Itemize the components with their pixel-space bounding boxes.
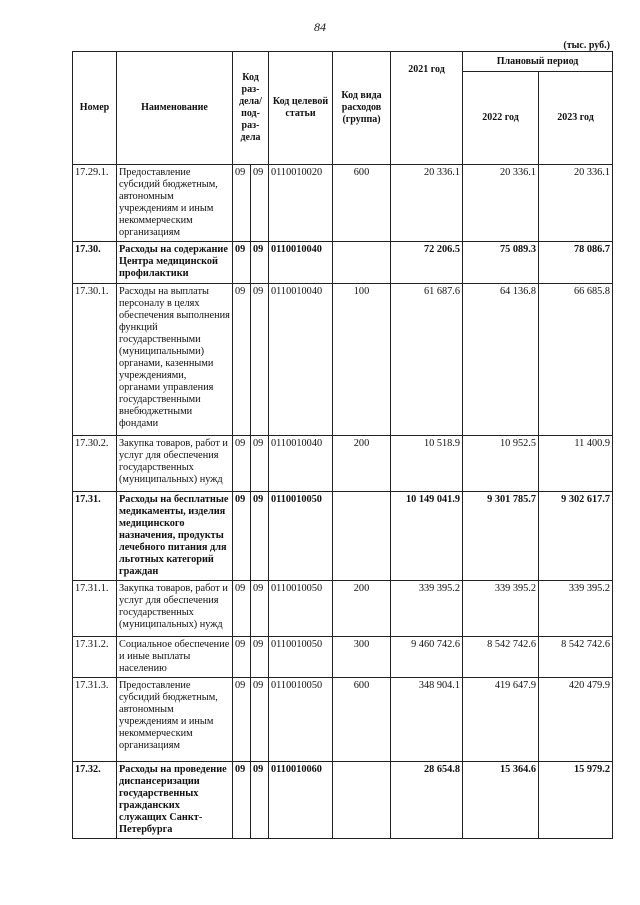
row-subsection-code: 09: [251, 242, 269, 284]
row-expense-type: 300: [333, 637, 391, 678]
row-target-code: 0110010050: [269, 678, 333, 762]
row-value-2021: 10 149 041.9: [391, 492, 463, 581]
row-value-2021: 28 654.8: [391, 762, 463, 839]
row-expense-type: 600: [333, 165, 391, 242]
row-name: Предоставление субсидий бюджетным, автономным учреждениям и иным некоммерческим организациям: [117, 165, 233, 242]
row-expense-type: 200: [333, 581, 391, 637]
row-name: Закупка товаров, работ и услуг для обеспечения государственных (муниципальных) нужд: [117, 436, 233, 492]
row-value-2023: 15 979.2: [539, 762, 613, 839]
row-value-2022: 339 395.2: [463, 581, 539, 637]
row-value-2021: 20 336.1: [391, 165, 463, 242]
row-value-2021: 348 904.1: [391, 678, 463, 762]
row-target-code: 0110010020: [269, 165, 333, 242]
row-number: 17.30.2.: [73, 436, 117, 492]
row-name: Расходы на проведение диспансеризации государственных гражданских служащих Санкт-Петербурга: [117, 762, 233, 839]
row-value-2022: 75 089.3: [463, 242, 539, 284]
header-planned-period: Плановый период: [463, 52, 613, 72]
header-name: Наименование: [117, 52, 233, 165]
row-value-2023: 78 086.7: [539, 242, 613, 284]
table-row: [73, 284, 613, 436]
row-value-2022: 15 364.6: [463, 762, 539, 839]
row-subsection-code: 09: [251, 165, 269, 242]
row-subsection-code: 09: [251, 581, 269, 637]
row-number: 17.29.1.: [73, 165, 117, 242]
row-target-code: 0110010040: [269, 242, 333, 284]
row-expense-type: [333, 762, 391, 839]
row-expense-type: [333, 242, 391, 284]
row-section-code: 09: [233, 637, 251, 678]
table-row: [73, 581, 613, 637]
table-row: [73, 436, 613, 492]
header-year-2023: 2023 год: [539, 72, 613, 165]
row-section-code: 09: [233, 492, 251, 581]
row-value-2021: 9 460 742.6: [391, 637, 463, 678]
row-number: 17.31.2.: [73, 637, 117, 678]
row-target-code: 0110010040: [269, 436, 333, 492]
row-number: 17.31.1.: [73, 581, 117, 637]
row-value-2021: 72 206.5: [391, 242, 463, 284]
header-number: Номер: [73, 52, 117, 165]
header-target-code: Код целевой статьи: [269, 52, 333, 165]
row-target-code: 0110010040: [269, 284, 333, 436]
row-subsection-code: 09: [251, 678, 269, 762]
row-name: Расходы на содержание Центра медицинской профилактики: [117, 242, 233, 284]
row-name: Предоставление субсидий бюджетным, автономным учреждениям и иным некоммерческим организациям: [117, 678, 233, 762]
row-value-2023: 339 395.2: [539, 581, 613, 637]
row-subsection-code: 09: [251, 436, 269, 492]
row-value-2021: 10 518.9: [391, 436, 463, 492]
header-year-2021: 2021 год: [391, 52, 463, 165]
row-number: 17.30.: [73, 242, 117, 284]
row-value-2023: 11 400.9: [539, 436, 613, 492]
row-number: 17.32.: [73, 762, 117, 839]
row-target-code: 0110010050: [269, 581, 333, 637]
row-value-2022: 20 336.1: [463, 165, 539, 242]
row-value-2023: 420 479.9: [539, 678, 613, 762]
row-name: Расходы на выплаты персоналу в целях обеспечения выполнения функций государственными (муниципальными) органами, казенными учреждениями, органами управления государственными внебюджетными фондами: [117, 284, 233, 436]
budget-table: [72, 51, 613, 839]
row-target-code: 0110010050: [269, 637, 333, 678]
row-target-code: 0110010050: [269, 492, 333, 581]
row-name: Расходы на бесплатные медикаменты, изделия медицинского назначения, продукты лечебного питания для льготных категорий граждан: [117, 492, 233, 581]
row-number: 17.31.: [73, 492, 117, 581]
table-row: [73, 165, 613, 242]
table-row: [73, 637, 613, 678]
row-section-code: 09: [233, 762, 251, 839]
row-name: Закупка товаров, работ и услуг для обеспечения государственных (муниципальных) нужд: [117, 581, 233, 637]
page-number: 84: [314, 20, 326, 34]
row-value-2022: 64 136.8: [463, 284, 539, 436]
row-value-2021: 339 395.2: [391, 581, 463, 637]
header-year-2022: 2022 год: [463, 72, 539, 165]
header-section-code: Код раз-дела/ под-раз-дела: [233, 52, 269, 165]
row-value-2022: 9 301 785.7: [463, 492, 539, 581]
row-subsection-code: 09: [251, 284, 269, 436]
row-subsection-code: 09: [251, 637, 269, 678]
row-name: Социальное обеспечение и иные выплаты населению: [117, 637, 233, 678]
header-expense-type-code: Код вида расходов (группа): [333, 52, 391, 165]
row-value-2022: 8 542 742.6: [463, 637, 539, 678]
row-section-code: 09: [233, 581, 251, 637]
row-expense-type: 100: [333, 284, 391, 436]
row-value-2022: 419 647.9: [463, 678, 539, 762]
row-subsection-code: 09: [251, 492, 269, 581]
table-row: [73, 762, 613, 839]
row-number: 17.30.1.: [73, 284, 117, 436]
row-subsection-code: 09: [251, 762, 269, 839]
row-section-code: 09: [233, 242, 251, 284]
row-section-code: 09: [233, 678, 251, 762]
row-expense-type: 200: [333, 436, 391, 492]
row-section-code: 09: [233, 284, 251, 436]
row-value-2023: 20 336.1: [539, 165, 613, 242]
row-expense-type: [333, 492, 391, 581]
row-value-2023: 8 542 742.6: [539, 637, 613, 678]
row-target-code: 0110010060: [269, 762, 333, 839]
table-row: [73, 678, 613, 762]
row-value-2021: 61 687.6: [391, 284, 463, 436]
row-section-code: 09: [233, 436, 251, 492]
row-number: 17.31.3.: [73, 678, 117, 762]
table-row: [73, 242, 613, 284]
row-value-2022: 10 952.5: [463, 436, 539, 492]
row-expense-type: 600: [333, 678, 391, 762]
table-row: [73, 492, 613, 581]
row-value-2023: 66 685.8: [539, 284, 613, 436]
row-value-2023: 9 302 617.7: [539, 492, 613, 581]
row-section-code: 09: [233, 165, 251, 242]
units-label: (тыс. руб.): [563, 40, 610, 51]
